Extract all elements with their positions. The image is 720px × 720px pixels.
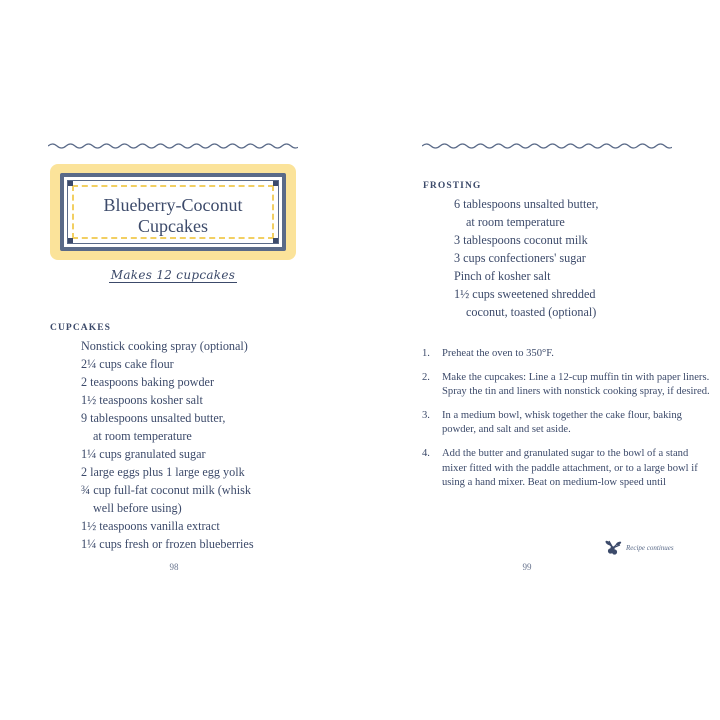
step-number: 2. bbox=[422, 371, 430, 383]
step-number: 3. bbox=[422, 409, 430, 421]
ingredient-continued: at room temperature bbox=[93, 429, 192, 443]
ingredient: Nonstick cooking spray (optional) bbox=[81, 339, 248, 353]
step-text: Preheat the oven to 350°F. bbox=[442, 348, 554, 359]
ingredient: 2 teaspoons baking powder bbox=[81, 375, 215, 389]
recipe-yield: Makes 12 cupcakes bbox=[110, 268, 236, 282]
ingredient: Pinch of kosher salt bbox=[454, 269, 551, 283]
step-number: 1. bbox=[422, 348, 430, 359]
ingredient: 1½ teaspoons vanilla extract bbox=[81, 519, 220, 533]
ingredient: 1¼ cups granulated sugar bbox=[81, 447, 206, 461]
page-number: 99 bbox=[522, 562, 532, 572]
ingredient-continued: coconut, toasted (optional) bbox=[466, 305, 597, 319]
step-text: In a medium bowl, whisk together the cake flour, baking powder, and salt and set aside. bbox=[442, 409, 682, 436]
ingredient: 2¼ cups cake flour bbox=[81, 357, 174, 371]
ingredient: 1½ cups sweetened shredded bbox=[454, 287, 596, 301]
ingredient: 6 tablespoons unsalted butter, bbox=[454, 197, 599, 211]
recipe-continues bbox=[604, 540, 674, 556]
frosting-ingredients-list bbox=[454, 195, 598, 321]
right-page bbox=[360, 0, 720, 720]
step bbox=[422, 447, 712, 491]
step-text: Add the butter and granulated sugar to the bowl of a stand mixer fitted with the paddle attachment, or to a large bowl if using a hand mixer. Beat on medium-low speed until bbox=[442, 447, 698, 489]
title-line-1: Blueberry-Coconut bbox=[103, 195, 243, 215]
ingredient: 1¼ cups fresh or frozen blueberries bbox=[81, 537, 254, 551]
recipe-title bbox=[68, 195, 278, 237]
ingredient: 2 large eggs plus 1 large egg yolk bbox=[81, 465, 245, 479]
ingredient: ¾ cup full-fat coconut milk (whisk bbox=[81, 483, 251, 497]
continues-label: Recipe continues bbox=[626, 544, 674, 552]
ingredient: 9 tablespoons unsalted butter, bbox=[81, 411, 226, 425]
wavy-divider bbox=[422, 141, 672, 151]
cupcake-ingredients-list bbox=[81, 337, 254, 553]
ingredient: 1½ teaspoons kosher salt bbox=[81, 393, 203, 407]
method-steps bbox=[422, 347, 712, 500]
wavy-divider bbox=[48, 141, 298, 151]
step-text: Make the cupcakes: Line a 12-cup muffin tin with paper liners. Spray the tin and liners with nonstick cooking spray, if desired. bbox=[442, 371, 710, 398]
ingredient: 3 cups confectioners' sugar bbox=[454, 251, 586, 265]
cupcakes-heading: CUPCAKES bbox=[50, 323, 112, 333]
step-number: 4. bbox=[422, 447, 430, 459]
step bbox=[422, 347, 712, 362]
ingredient-continued: well before using) bbox=[93, 501, 182, 515]
title-line-2: Cupcakes bbox=[138, 216, 208, 236]
blueberry-sprig-icon bbox=[604, 540, 622, 556]
step bbox=[422, 371, 712, 400]
frosting-heading: FROSTING bbox=[423, 181, 482, 191]
ingredient-continued: at room temperature bbox=[466, 215, 565, 229]
recipe-title-card bbox=[50, 164, 296, 260]
title-frame bbox=[60, 173, 286, 251]
step bbox=[422, 409, 712, 438]
page-number: 98 bbox=[169, 562, 179, 572]
ingredient: 3 tablespoons coconut milk bbox=[454, 233, 588, 247]
